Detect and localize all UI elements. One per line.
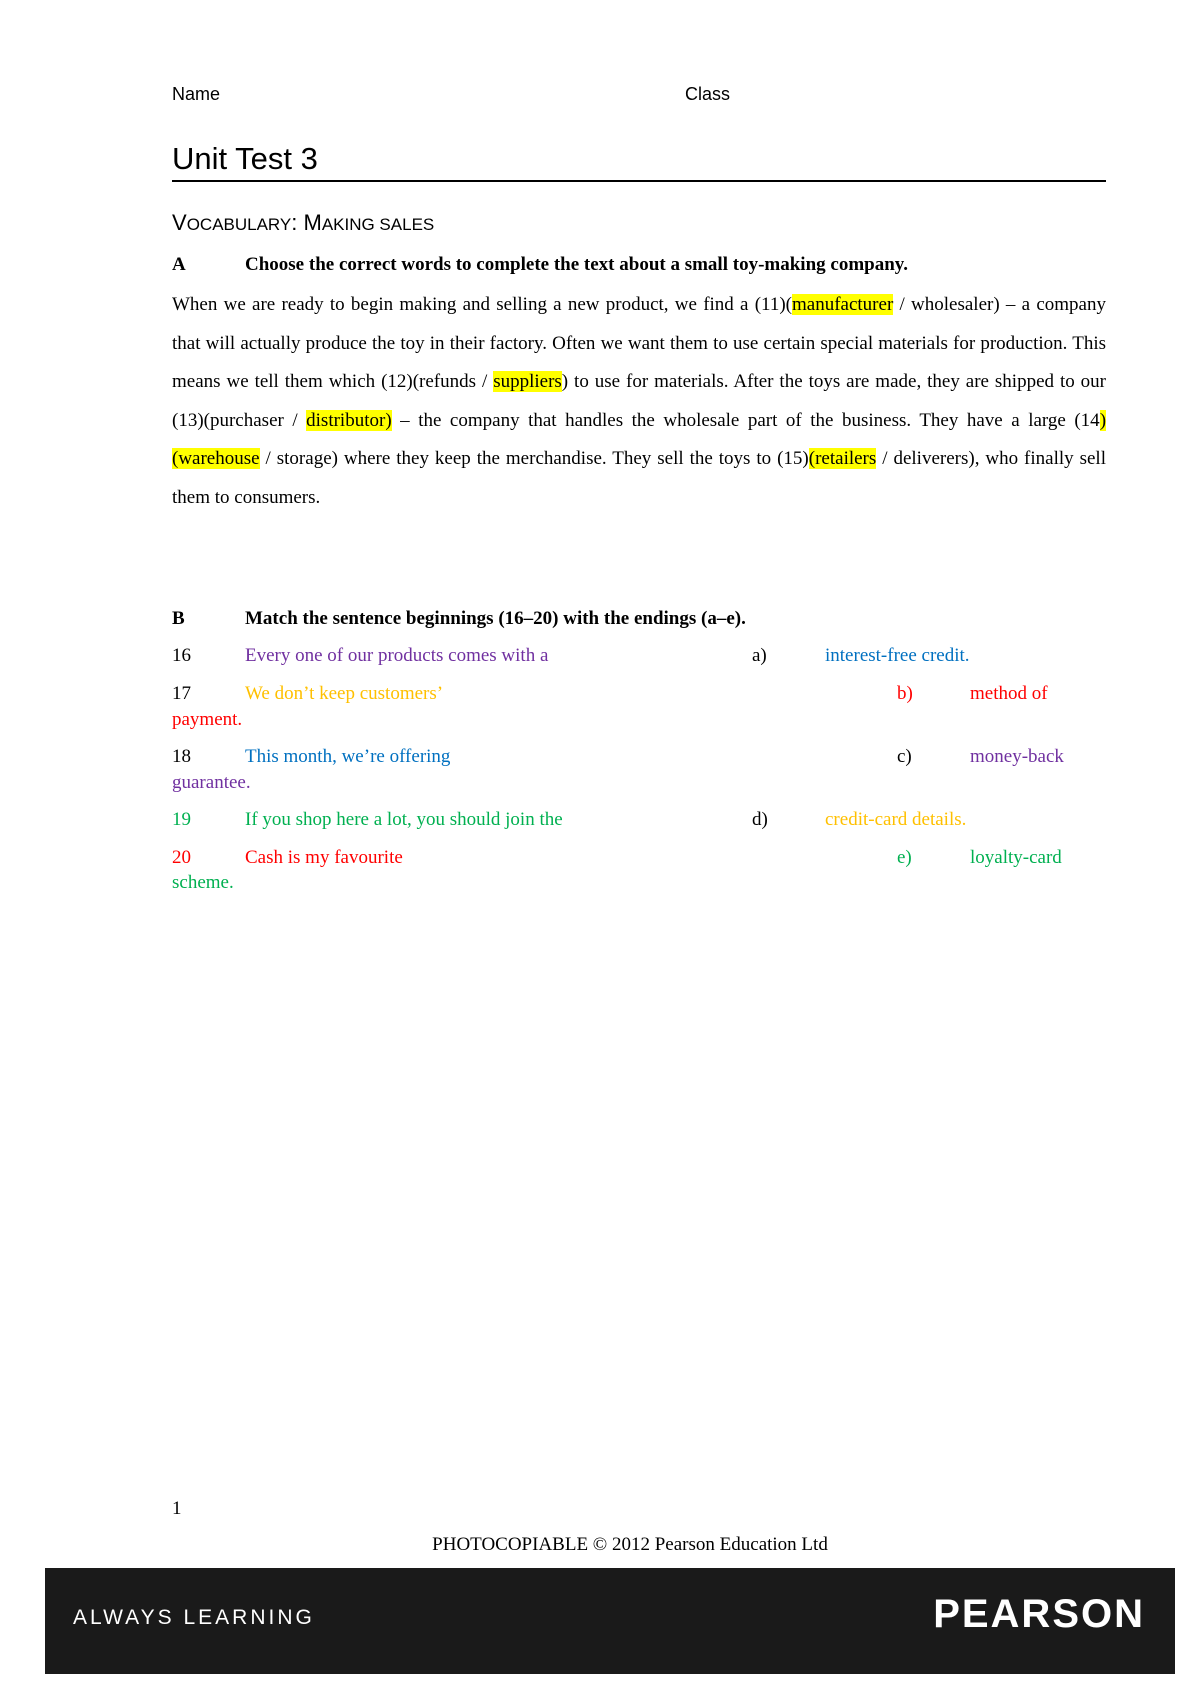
item-number: 20	[172, 847, 191, 868]
answer-highlight: )(warehouse	[172, 409, 1107, 469]
page-title: Unit Test 3	[172, 140, 1106, 182]
ending-label: c)	[897, 746, 912, 767]
tagline: ALWAYS LEARNING	[73, 1606, 315, 1629]
section-a-text: When we are ready to begin making and selling a new product, we find a (11)(manufacturer / wholesaler) – a company that will actually produce the toy in their factory. Often we want them to use certain special materials for production. This means we tell them which (12)(refunds / suppliers) to use for materials. After the toys are made, they are shipped to our (13)(purchaser / distributor) – the company that handles the wholesale part of the business. They have a large (14)(warehouse / storage) where they keep the merchandise. They sell the toys to (15)(retailers / deliverers), who finally sell them to consumers.	[172, 294, 1107, 508]
class-label: Class	[685, 84, 731, 104]
section-a-letter: A	[172, 254, 186, 275]
ending-continuation: guarantee.	[172, 772, 251, 793]
ending-label: e)	[897, 847, 912, 868]
item-number: 18	[172, 746, 191, 767]
section-a-instruction: Choose the correct words to complete the text about a small toy-making company.	[245, 254, 908, 275]
brand-bar	[45, 1568, 1175, 1674]
section-a-heading	[172, 252, 908, 278]
sentence-beginning: Cash is my favourite	[245, 847, 403, 868]
copyright-footer: PHOTOCOPIABLE © 2012 Pearson Education Ltd	[432, 1534, 828, 1555]
page-number: 1	[172, 1498, 182, 1519]
section-subtitle: VOCABULARY: MAKING SALES	[172, 210, 435, 235]
sentence-ending: money-back	[970, 746, 1064, 767]
answer-highlight: (retailers	[808, 448, 877, 469]
ending-label: d)	[752, 809, 768, 830]
ending-continuation: scheme.	[172, 872, 234, 893]
item-number: 17	[172, 683, 191, 704]
sentence-ending: credit-card details.	[825, 809, 967, 830]
name-label: Name	[172, 84, 221, 104]
item-number: 16	[172, 645, 191, 666]
sentence-beginning: Every one of our products comes with a	[245, 645, 549, 666]
sentence-ending: loyalty-card	[970, 847, 1062, 868]
item-number: 19	[172, 809, 191, 830]
section-b-instruction: Match the sentence beginnings (16–20) with the endings (a–e).	[245, 608, 746, 629]
ending-label: b)	[897, 683, 913, 704]
answer-highlight: distributor)	[306, 409, 392, 431]
sentence-ending: interest-free credit.	[825, 645, 970, 666]
sentence-beginning: This month, we’re offering	[245, 746, 451, 767]
ending-continuation: payment.	[172, 709, 243, 730]
section-b-heading	[172, 606, 746, 632]
sentence-ending: method of	[970, 683, 1048, 704]
answer-highlight: manufacturer	[792, 294, 894, 315]
answer-highlight: suppliers	[493, 371, 562, 392]
section-b-letter: B	[172, 608, 185, 629]
pearson-logo: PEARSON	[933, 1592, 1145, 1636]
ending-label: a)	[752, 645, 767, 666]
sentence-beginning: We don’t keep customers’	[245, 683, 444, 704]
sentence-beginning: If you shop here a lot, you should join the	[245, 809, 563, 830]
